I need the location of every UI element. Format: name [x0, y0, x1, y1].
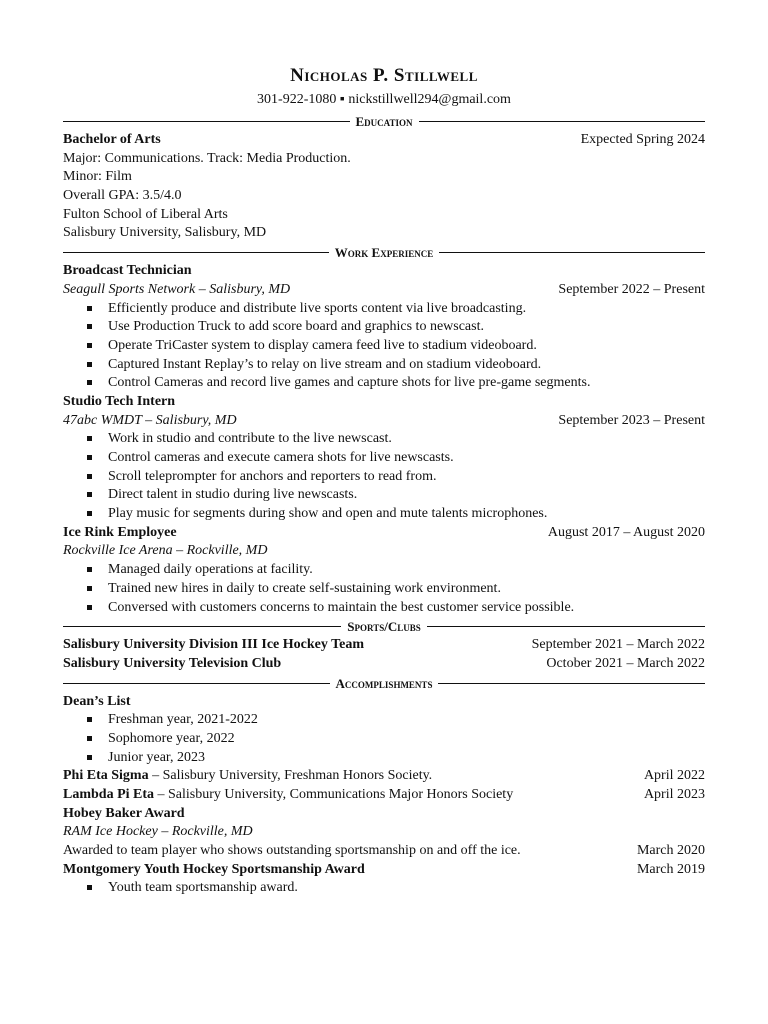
- award-desc: – Salisbury University, Freshman Honors Society.: [148, 768, 433, 784]
- list-item: Efficiently produce and distribute live sports content via live broadcasting.: [63, 300, 705, 319]
- education-line: Fulton School of Liberal Arts: [63, 206, 228, 222]
- job-role: Studio Tech Intern: [63, 393, 176, 409]
- job-date: August 2017 – August 2020: [547, 524, 705, 540]
- award-desc: Awarded to team player who shows outstanding sportsmanship on and off the ice.: [63, 843, 521, 859]
- award-title: Phi Eta Sigma: [63, 768, 149, 784]
- education-line: Major: Communications. Track: Media Production.: [63, 150, 351, 166]
- club-date: October 2021 – March 2022: [546, 655, 705, 671]
- list-item: Direct talent in studio during live newscasts.: [63, 486, 705, 505]
- award-entry: [63, 786, 705, 805]
- section-education: [63, 112, 705, 131]
- list-item: Play music for segments during show and open and mute talents microphones.: [63, 505, 705, 524]
- section-work-experience: [63, 243, 705, 262]
- club-date: September 2021 – March 2022: [531, 637, 705, 653]
- list-item: Captured Instant Replay’s to relay on live stream and on stadium videoboard.: [63, 356, 705, 375]
- award-date: March 2020: [636, 843, 705, 859]
- club-entry: [63, 636, 705, 655]
- award-date: March 2019: [636, 861, 705, 877]
- award-desc: – Salisbury University, Communications Major Honors Society: [154, 787, 514, 802]
- award-entry: [63, 861, 705, 880]
- award-entry: [63, 767, 705, 786]
- award-org: RAM Ice Hockey – Rockville, MD: [63, 824, 253, 840]
- award-bullets: [63, 879, 705, 898]
- job-role: Broadcast Technician: [63, 263, 192, 279]
- list-item: Operate TriCaster system to display camera feed live to stadium videoboard.: [63, 337, 705, 356]
- education-line: Salisbury University, Salisbury, MD: [63, 225, 267, 241]
- job-org: Seagull Sports Network – Salisbury, MD: [63, 281, 291, 297]
- award-title: Montgomery Youth Hockey Sportsmanship Award: [63, 861, 365, 877]
- list-item: Control Cameras and record live games and capture shots for live pre-game segments.: [63, 374, 705, 393]
- section-title: Work Experience: [334, 245, 434, 261]
- list-item: Freshman year, 2021-2022: [63, 711, 705, 730]
- award-bullets: [63, 711, 705, 767]
- education-line: Overall GPA: 3.5/4.0: [63, 188, 182, 204]
- list-item: Control cameras and execute camera shots for live newscasts.: [63, 449, 705, 468]
- award-date: April 2023: [643, 787, 705, 802]
- job-bullets: [63, 561, 705, 617]
- club-entry: [63, 655, 705, 674]
- job-org: Rockville Ice Arena – Rockville, MD: [63, 543, 268, 559]
- award-title: Dean’s List: [63, 693, 131, 709]
- job-entry: [63, 262, 705, 393]
- contact-info: 301-922-1080 ▪ nickstillwell294@gmail.com: [257, 92, 511, 107]
- job-role: Ice Rink Employee: [63, 524, 177, 540]
- list-item: Youth team sportsmanship award.: [63, 879, 705, 898]
- list-item: Trained new hires in daily to create self-sustaining work environment.: [63, 580, 705, 599]
- job-date: September 2022 – Present: [558, 281, 705, 297]
- job-entry: [63, 524, 705, 617]
- club-name: Salisbury University Television Club: [63, 655, 282, 671]
- candidate-name: Nicholas P. Stillwell: [290, 65, 478, 86]
- list-item: Work in studio and contribute to the live newscast.: [63, 430, 705, 449]
- list-item: Conversed with customers concerns to maintain the best customer service possible.: [63, 599, 705, 618]
- club-name: Salisbury University Division III Ice Hockey Team: [63, 637, 365, 653]
- job-org: 47abc WMDT – Salisbury, MD: [63, 412, 237, 428]
- job-bullets: [63, 430, 705, 523]
- job-role-row: [63, 524, 705, 543]
- education-line: Minor: Film: [63, 169, 132, 185]
- section-title: Education: [355, 114, 413, 129]
- job-date: September 2023 – Present: [558, 412, 705, 428]
- list-item: Managed daily operations at facility.: [63, 561, 705, 580]
- education-header: [63, 131, 705, 150]
- list-item: Sophomore year, 2022: [63, 730, 705, 749]
- job-bullets: [63, 300, 705, 393]
- job-org-row: [63, 412, 705, 431]
- section-title: Sports/Clubs: [347, 619, 421, 635]
- award-title: Lambda Pi Eta: [63, 787, 155, 802]
- list-item: Junior year, 2023: [63, 749, 705, 768]
- degree: Bachelor of Arts: [63, 132, 161, 147]
- award-entry: [63, 842, 705, 861]
- section-accomplishments: [63, 674, 705, 693]
- list-item: Use Production Truck to add score board and graphics to newscast.: [63, 318, 705, 337]
- job-entry: [63, 393, 705, 524]
- award-date: April 2022: [643, 768, 705, 784]
- award-title: Hobey Baker Award: [63, 805, 185, 821]
- list-item: Scroll teleprompter for anchors and reporters to read from.: [63, 468, 705, 487]
- degree-date: Expected Spring 2024: [580, 132, 705, 147]
- section-sports-clubs: [63, 617, 705, 636]
- job-org-row: [63, 281, 705, 300]
- section-title: Accomplishments: [335, 675, 433, 691]
